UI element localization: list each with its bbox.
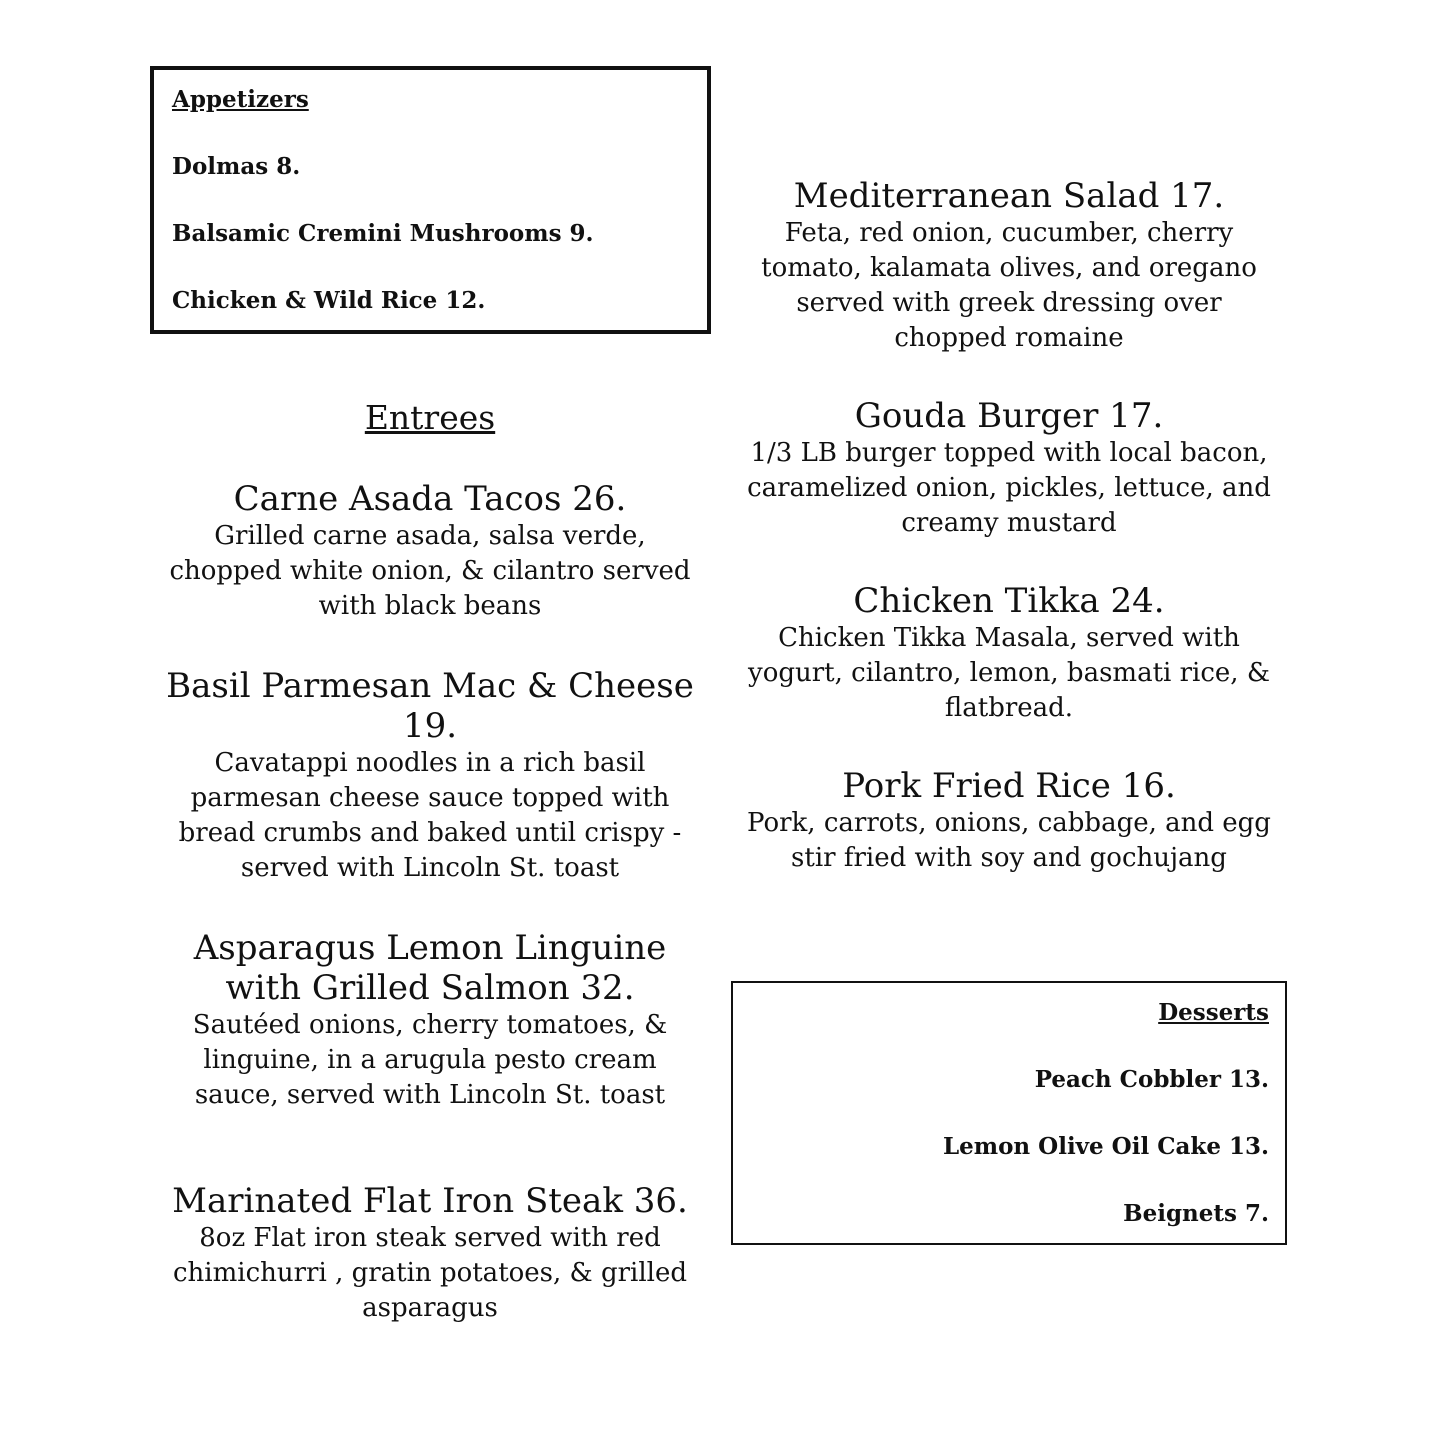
right-column <box>740 176 1278 876</box>
dish-description: Grilled carne asada, salsa verde, chopped white onion, & cilantro served with black beans <box>169 521 691 621</box>
dessert-item: Beignets 7. <box>1123 1200 1269 1227</box>
dish-name: Chicken Tikka 24. <box>853 581 1165 621</box>
dish-description: 8oz Flat iron steak served with red chimichurri , gratin potatoes, & grilled asparagus <box>172 1223 688 1323</box>
dessert-item: Peach Cobbler 13. <box>1034 1066 1269 1093</box>
dessert-item: Lemon Olive Oil Cake 13. <box>942 1133 1269 1160</box>
menu-item <box>740 396 1278 541</box>
dish-name: Basil Parmesan Mac & Cheese 19. <box>166 666 694 746</box>
desserts-title: Desserts <box>1158 999 1269 1026</box>
dish-description: Chicken Tikka Masala, served with yogurt, cilantro, lemon, basmati rice, & flatbread. <box>748 623 1270 723</box>
menu-item <box>740 176 1278 356</box>
appetizers-box <box>150 66 711 334</box>
entrees-column <box>160 398 700 1326</box>
appetizer-item: Dolmas 8. <box>172 153 301 180</box>
appetizers-title: Appetizers <box>172 86 309 113</box>
dish-name: Asparagus Lemon Linguine with Grilled Salmon 32. <box>193 928 667 1008</box>
dish-description: Feta, red onion, cucumber, cherry tomato, kalamata olives, and oregano served with greek dressing over chopped romaine <box>761 218 1257 353</box>
dish-name: Mediterranean Salad 17. <box>793 176 1225 216</box>
entrees-title: Entrees <box>364 398 496 437</box>
menu-item <box>740 581 1278 726</box>
dish-name: Carne Asada Tacos 26. <box>233 479 627 519</box>
appetizer-item: Chicken & Wild Rice 12. <box>172 287 486 314</box>
dish-name: Marinated Flat Iron Steak 36. <box>172 1181 688 1221</box>
menu-item <box>160 928 700 1113</box>
dish-name: Gouda Burger 17. <box>854 396 1164 436</box>
menu-item <box>160 666 700 886</box>
dish-description: Pork, carrots, onions, cabbage, and egg stir fried with soy and gochujang <box>747 808 1271 873</box>
menu-item <box>160 1181 700 1326</box>
menu-item <box>740 766 1278 876</box>
dish-description: Cavatappi noodles in a rich basil parmesan cheese sauce topped with bread crumbs and baked until crispy - served with Lincoln St. toast <box>178 748 682 883</box>
dish-description: 1/3 LB burger topped with local bacon, caramelized onion, pickles, lettuce, and creamy mustard <box>747 438 1271 538</box>
appetizer-item: Balsamic Cremini Mushrooms 9. <box>172 220 594 247</box>
menu-item <box>160 479 700 624</box>
dish-name: Pork Fried Rice 16. <box>842 766 1176 806</box>
dish-description: Sautéed onions, cherry tomatoes, & linguine, in a arugula pesto cream sauce, served with Lincoln St. toast <box>192 1010 668 1110</box>
desserts-box <box>731 981 1287 1245</box>
